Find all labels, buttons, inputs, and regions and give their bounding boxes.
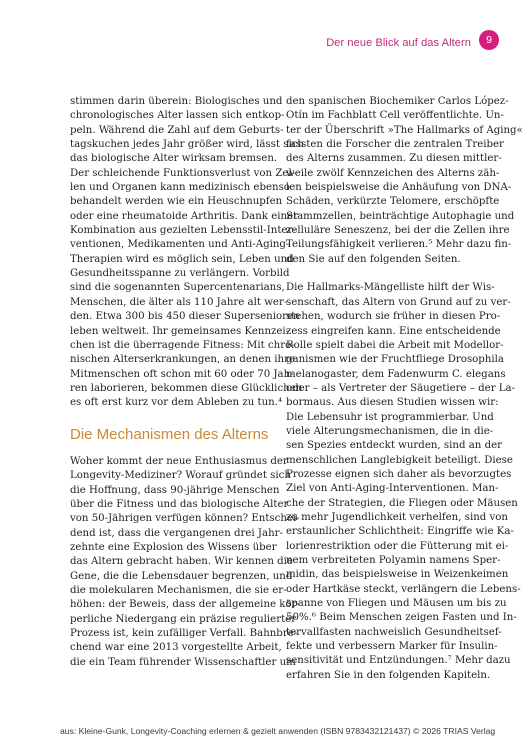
text-line: ganismen wie der Fruchtfliege Drosophila [286,354,504,366]
text-line: die Hoffnung, dass 90-jährige Menschen [70,484,280,496]
text-line: nem verbreiteten Polyamin namens Sper- [286,555,501,566]
text-line: Die Hallmarks-Mängelliste hilft der Wis- [286,282,495,294]
text-line: lorienrestriktion oder die Fütterung mit ei- [286,540,509,552]
text-line: die ein Team führender Wissenschaftler um [70,656,296,668]
text-line: Ziel von Anti-Aging-Interventionen. Man- [286,483,499,495]
text-line: midin, das beispielsweise in Weizenkeimen [286,569,509,581]
left-section-body [70,455,300,670]
text-line: Schäden, verkürzte Telomere, erschöpfte [286,196,500,208]
text-line: es oft erst kurz vor dem Ableben zu tun.⁴ [70,397,283,409]
text-line: tagskuchen jedes Jahr größer wird, lässt sich [70,139,304,151]
text-line: Menschen, die älter als 110 Jahre alt wer- [70,296,288,308]
text-line: stehen, wodurch sie früher in diesen Pro- [286,311,501,323]
text-line: stimmen darin überein: Biologisches und [70,96,283,107]
text-line: perliche Niedergang ein präzise regulierter [70,613,297,625]
text-line: das Altern gebracht haben. Wir kennen die [70,556,293,568]
text-line: sen Spezies entdeckt wurden, sind an der [286,440,502,452]
text-line: sensitivität und Entzündungen.⁷ Mehr dazu [286,655,511,667]
text-line: erstaunlicher Schlichtheit: Eingriffe wie Ka- [286,526,514,538]
text-line: Gesundheitsspanne zu verlängern. Vorbild [70,268,290,280]
text-line: den. Etwa 300 bis 450 dieser Supersenioren [70,311,300,323]
text-line: viele Alterungsmechanismen, die in die- [286,425,494,437]
text-line: Longevity-Mediziner? Worauf gründet sich [70,470,291,482]
text-line: chend war eine 2013 vorgestellte Arbeit, [70,642,282,654]
text-line: senschaft, das Altern von Grund auf zu ver- [286,296,511,308]
text-line: erfahren Sie in den folgenden Kapiteln. [286,669,491,681]
text-line: zelluläre Seneszenz, bei der die Zellen ihre [286,225,510,237]
text-line: leben weltweit. Ihr gemeinsames Kennzei- [70,325,290,337]
text-line: Der schleichende Funktionsverlust von Zel- [70,167,296,179]
right-paragraph-2 [286,281,521,683]
text-line: menschlichen Langlebigkeit beteiligt. Diese [286,454,513,466]
text-line: Kombination aus gezielten Lebensstil-Inter- [70,225,296,237]
text-line: Rolle spielt dabei die Arbeit mit Modellor- [286,339,504,351]
text-line: Teilungsfähigkeit verlieren.⁵ Mehr dazu fin- [286,239,512,251]
text-line: Prozess ist, kein zufälliger Verfall. Bahnbre- [70,628,298,640]
text-line: che der Strategien, die Fliegen oder Mäusen [286,497,518,509]
text-line: ter der Überschrift »The Hallmarks of Aging« [286,124,523,136]
text-line: Gene, die die Lebensdauer begrenzen, und [70,570,293,582]
text-line: von 50-Jährigen verfügen können? Entschei- [70,513,300,525]
text-line: Stammzellen, beinträchtige Autophagie und [286,210,515,222]
left-column [70,95,304,411]
text-line: ren laborieren, bekommen diese Glücklichen [70,382,303,394]
right-column [286,95,523,683]
text-line: 50%.⁶ Beim Menschen zeigen Fasten und In- [286,612,517,624]
text-line: oder eine rheumatoide Arthritis. Dank einer [70,210,298,222]
text-line: die molekularen Mechanismen, die sie er- [70,585,287,597]
text-line: oder – als Vertreter der Säugetiere – der La- [286,382,516,394]
text-line: zu mehr Jugendlichkeit verhelfen, sind von [286,511,508,523]
text-line: bormaus. Aus diesen Studien wissen wir: [286,397,499,409]
right-paragraph-1 [286,95,523,267]
text-line: spanne von Fliegen und Mäusen um bis zu [286,598,507,610]
text-line: chen ist die überragende Fitness: Mit chro- [70,339,295,351]
running-head: Der neue Blick auf das Altern [326,37,471,49]
text-line: nischen Alterserkrankungen, an denen ihre [70,354,295,366]
section-heading: Die Mechanismen des Alterns [70,426,269,443]
text-line: len beispielsweise die Anhäufung von DNA- [286,182,512,194]
text-line: zess eingreifen kann. Eine entscheidende [286,325,501,337]
left-paragraph-2 [70,455,300,670]
text-line: ventionen, Medikamenten und Anti-Aging- [70,239,290,251]
text-line: Die Lebensuhr ist programmierbar. Und [286,411,494,423]
text-line: das biologische Alter wirksam bremsen. [70,153,278,165]
text-line: Woher kommt der neue Enthusiasmus der [70,456,288,467]
text-line: Therapien wird es möglich sein, Leben und [70,253,294,265]
page-number-badge: 9 [479,30,499,50]
text-line: fekte und verbessern Marker für Insulin- [286,641,498,653]
text-line: den Sie auf den folgenden Seiten. [286,253,461,265]
text-line: den spanischen Biochemiker Carlos López- [286,96,509,107]
text-line: über die Fitness und das biologische Alter [70,499,289,511]
text-line: sind die sogenannten Supercentenarians, [70,282,285,294]
text-line: len und Organen kann medizinisch ebenso [70,182,290,194]
left-paragraph-1 [70,95,304,411]
text-line: Prozesse eignen sich daher als bevorzugtes [286,468,512,480]
text-line: dend ist, dass die vergangenen drei Jahr- [70,527,283,539]
text-line: oder Hartkäse steckt, verlängern die Lebens- [286,583,521,595]
text-line: behandelt werden wie ein Heuschnupfen [70,196,283,208]
text-line: weile zwölf Kennzeichen des Alterns zäh- [286,167,500,179]
text-line: peln. Während die Zahl auf dem Geburts- [70,124,284,136]
text-line: des Alterns zusammen. Zu diesen mittler- [286,153,502,165]
footer-source: aus: Kleine-Gunk, Longevity-Coaching erlernen & gezielt anwenden (ISBN 9783432121437) © 2026 TRIAS Verlag [60,726,496,736]
text-line: Mitmenschen oft schon mit 60 oder 70 Jah- [70,368,294,380]
text-line: chronologisches Alter lassen sich entkop- [70,110,285,122]
text-line: fassten die Forscher die zentralen Treiber [286,139,504,151]
text-line: Otín im Fachblatt Cell veröffentlichte. Un- [286,110,504,122]
text-line: tervallfasten nachweislich Gesundheitsef- [286,626,502,638]
text-line: melanogaster, dem Fadenwurm C. elegans [286,368,506,380]
text-line: höhen: der Beweis, dass der allgemeine kör- [70,599,300,611]
text-line: zehnte eine Explosion des Wissens über [70,542,277,554]
